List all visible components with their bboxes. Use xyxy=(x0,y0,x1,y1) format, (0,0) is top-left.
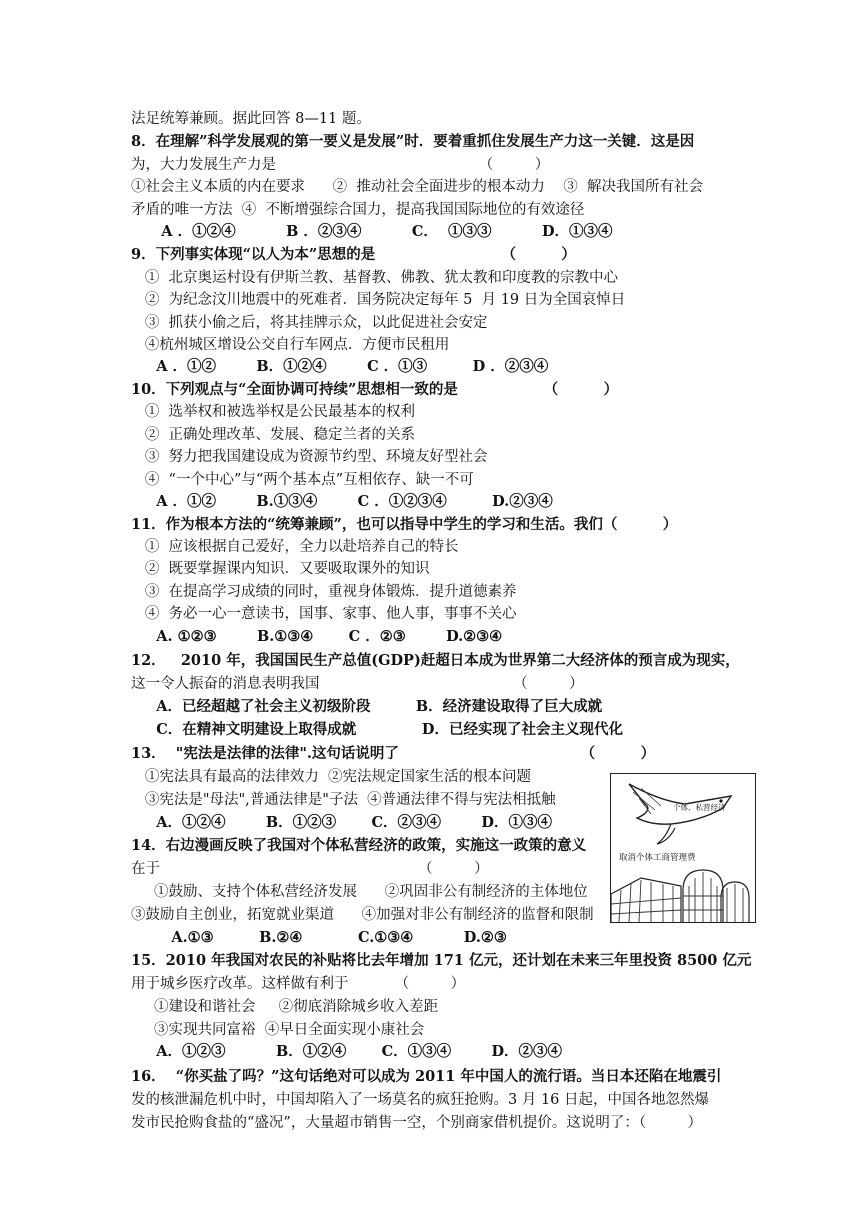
text-line: ③ 努力把我国建设成为资源节约型、环境友好型社会 xyxy=(131,449,488,465)
bird-cage-cartoon-icon xyxy=(611,774,755,922)
text-line: ③实现共同富裕 ④早日全面实现小康社会 xyxy=(131,1022,425,1038)
text-line: 9．下列事实体现“以人为本”思想的是 （ ） xyxy=(131,246,576,263)
text-line: ③鼓励自主创业，拓宽就业渠道 ④加强对非公有制经济的监督和限制 xyxy=(131,907,594,923)
text-line: ① 应该根据自己爱好，全力以赴培养自己的特长 xyxy=(131,539,459,555)
cartoon-image xyxy=(610,773,756,923)
text-line: ② 正确处理改革、发展、稳定兰者的关系 xyxy=(131,427,416,443)
text-line: A．已经超越了社会主义初级阶段 B．经济建设取得了巨大成就 xyxy=(131,698,603,715)
text-line: ④杭州城区增设公交自行车网点．方便市民租用 xyxy=(131,337,450,353)
banner-text: 个体、私营经济 xyxy=(673,803,726,812)
text-line: A ．①② B.①③④ C ．①②③④ D.②③④ xyxy=(131,493,553,510)
text-line: 15．2010 年我国对农民的补贴将比去年增加 171 亿元，还计划在未来三年里投资 8500 亿元 xyxy=(131,952,752,969)
text-line: A ．①②④ B ．②③④ C． ①③③ D．①③④ xyxy=(131,223,613,240)
text-line: A.①③ B.②④ C.①③④ D.②③ xyxy=(131,929,507,946)
text-line: ① 北京奥运村设有伊斯兰教、基督教、佛教、犹太教和印度教的宗教中心 xyxy=(131,270,619,286)
text-line: ③ 抓获小偷之后，将其挂牌示众，以此促进社会安定 xyxy=(131,315,488,331)
text-line: 法足统筹兼顾。据此回答 8—11 题。 xyxy=(131,111,371,127)
text-line: 8．在理解”科学发展观的第一要义是发展”时．要着重抓住发展生产力这一关键．这是因 xyxy=(131,133,695,150)
text-line: ①宪法具有最高的法律效力 ②宪法规定国家生活的根本问题 xyxy=(131,769,532,785)
text-line: C．在精神文明建设上取得成就 D．已经实现了社会主义现代化 xyxy=(131,721,623,738)
text-line: ①建设和谐社会 ②彻底消除城乡收入差距 xyxy=(131,999,439,1015)
text-line: A ．①② B．①②④ C ．①③ D ．②③④ xyxy=(131,358,549,375)
text-line: ①鼓励、支持个体私营经济发展 ②巩固非公有制经济的主体地位 xyxy=(131,884,588,900)
text-line: ② 既要掌握课内知识．又要吸取课外的知识 xyxy=(131,561,430,577)
text-line: 14．右边漫画反映了我国对个体私营经济的政策，实施这一政策的意义 xyxy=(131,837,587,854)
sign-text: 取消个体工商管理费 xyxy=(619,853,696,863)
text-line: ① 选举权和被选举权是公民最基本的权利 xyxy=(131,404,416,420)
text-line: 11．作为根本方法的“统筹兼顾”，也可以指导中学生的学习和生活。我们（ ） xyxy=(131,516,678,533)
text-line: 用于城乡医疗改革。这样做有利于 （ ） xyxy=(131,976,466,992)
text-line: 这一令人振奋的消息表明我国 （ ） xyxy=(131,676,584,692)
text-line: A．①②④ B．①②③ C．②③④ D．①③④ xyxy=(131,814,552,831)
text-line: 10．下列观点与“全面协调可持续”思想相一致的是 （ ） xyxy=(131,381,619,398)
text-line: ③ 在提高学习成绩的同时，重视身体锻炼．提升道德素养 xyxy=(131,584,517,600)
text-line: ④ 务必一心一意读书，国事、家事、他人事，事事不关心 xyxy=(131,606,517,622)
text-line: 16． “你买盐了吗？”这句话绝对可以成为 2011 年中国人的流行语。当日本还陷在地震引 xyxy=(131,1068,722,1085)
text-line: 在于 （ ） xyxy=(131,861,489,877)
text-line: ② 为纪念汶川地震中的死难者．国务院决定每年 5 月 19 日为全国哀悼日 xyxy=(131,292,626,308)
text-line: 发的核泄漏危机中时，中国却陷入了一场莫名的疯狂抢购。3 月 16 日起，中国各地忽然爆 xyxy=(131,1092,709,1108)
text-line: 13． "宪法是法律的法律".这句话说明了 （ ） xyxy=(131,745,656,762)
text-line: ①社会主义本质的内在要求 ② 推动社会全面进步的根本动力 ③ 解决我国所有社会 xyxy=(131,179,704,195)
text-line: A. ①②③ B.①③④ C ．②③ D.②③④ xyxy=(131,628,503,645)
text-line: ③宪法是"母法",普通法律是"子法 ④普通法律不得与宪法相抵触 xyxy=(131,792,556,808)
text-line: 为，大力发展生产力是 （ ） xyxy=(131,157,550,173)
text-line: 矛盾的唯一方法 ④ 不断增强综合国力，提高我国国际地位的有效途径 xyxy=(131,202,585,218)
text-line: A．①②③ B．①②④ C．①③④ D．②③④ xyxy=(131,1043,563,1060)
text-line: ④ “一个中心”与“两个基本点”互相依存、缺一不可 xyxy=(131,472,474,488)
text-line: 12． 2010 年，我国国民生产总值(GDP)赶超日本成为世界第二大经济体的预言成为现实， xyxy=(131,652,740,669)
text-line: 发市民抢购食盐的“盛况”，大量超市销售一空，个别商家借机提价。这说明了：（ ） xyxy=(131,1115,703,1131)
